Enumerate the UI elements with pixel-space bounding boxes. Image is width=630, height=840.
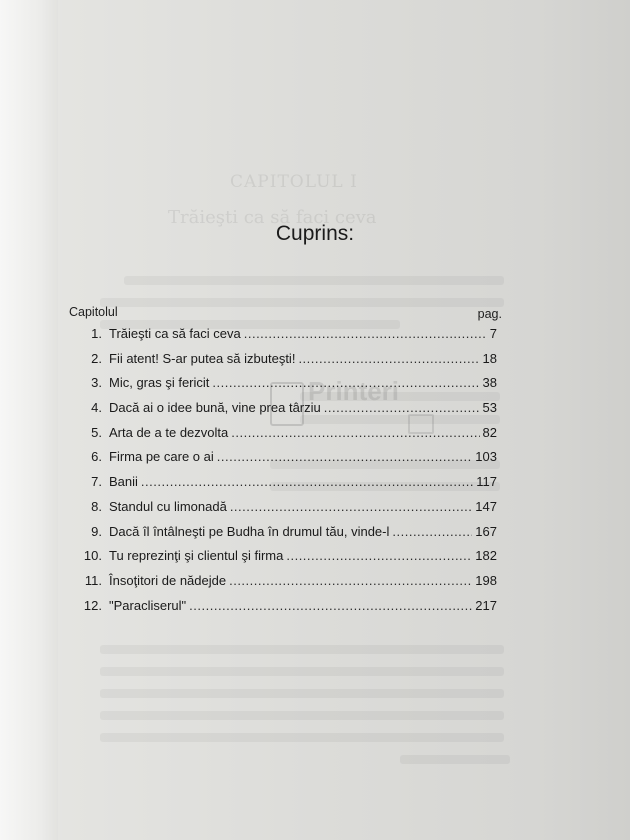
toc-title: Cuprins: — [275, 222, 355, 245]
toc-entry-page: 182 — [475, 548, 497, 564]
toc-entry-page: 217 — [475, 597, 497, 613]
toc-entry-number: 9. — [91, 523, 102, 539]
toc-entry-number: 6. — [91, 449, 102, 465]
toc-entry-page: 117 — [476, 474, 497, 490]
toc-entry-number: 1. — [91, 326, 102, 341]
toc-entry-page: 82 — [482, 424, 497, 440]
toc-entry-title: Standul cu limonadă — [109, 498, 227, 514]
show-through-line — [100, 667, 504, 676]
toc-entry-title: Fii atent! S-ar putea să izbuteşti! — [109, 350, 296, 366]
toc-entry-number: 2. — [91, 350, 102, 366]
toc-entry — [69, 425, 497, 450]
toc-entry — [69, 499, 497, 524]
toc-leader-dots — [212, 375, 479, 390]
toc-entry-title: Trăieşti ca să faci ceva — [109, 326, 241, 341]
toc-leader-dots — [189, 598, 472, 613]
show-through-chapter-label: CAPITOLUL I — [230, 172, 358, 192]
toc-entry-page: 38 — [482, 375, 497, 391]
toc-list — [69, 326, 497, 622]
toc-entry-number: 5. — [91, 424, 102, 440]
toc-entry-number: 10. — [83, 548, 102, 564]
toc-entry — [69, 524, 497, 549]
toc-entry-page: 53 — [482, 400, 497, 416]
show-through-line — [100, 733, 504, 742]
toc-leader-dots — [217, 449, 473, 464]
toc-leader-dots — [231, 425, 479, 440]
toc-entry-number: 12. — [83, 597, 102, 613]
watermark-text: Printeri — [308, 376, 400, 406]
toc-entry-page: 103 — [475, 449, 497, 465]
show-through-line — [400, 755, 510, 764]
toc-entry-title: Arta de a te dezvolta — [109, 424, 229, 440]
toc-leader-dots — [286, 548, 472, 563]
show-through-line — [100, 711, 504, 720]
toc-entry-title: Dacă ai o idee bună, vine prea târziu — [109, 400, 321, 416]
page-column-header: pag. — [477, 307, 502, 321]
show-through-line — [100, 298, 504, 307]
toc-entry-title: Tu reprezinţi şi clientul şi firma — [109, 548, 284, 564]
toc-leader-dots — [324, 400, 480, 415]
toc-entry-number: 7. — [91, 474, 102, 490]
toc-entry-page: 198 — [475, 572, 497, 588]
toc-entry-page: 167 — [475, 523, 497, 539]
page-margin-shade — [0, 0, 58, 840]
toc-leader-dots — [230, 499, 472, 514]
toc-entry — [69, 400, 497, 425]
toc-entry-title: Mic, gras şi fericit — [109, 375, 210, 391]
toc-entry — [69, 326, 497, 351]
toc-entry-number: 11. — [84, 572, 102, 588]
toc-entry-page: 7 — [489, 326, 497, 341]
toc-leader-dots — [141, 474, 473, 489]
toc-entry-page: 147 — [475, 498, 497, 514]
toc-entry-number: 4. — [91, 400, 102, 416]
toc-entry — [69, 598, 497, 623]
toc-entry-title: Însoţitori de nădejde — [109, 572, 227, 588]
toc-leader-dots — [229, 573, 472, 588]
toc-entry — [69, 375, 497, 400]
show-through-line — [100, 689, 504, 698]
toc-leader-dots — [392, 524, 472, 539]
toc-entry-title: Firma pe care o ai — [109, 449, 214, 465]
toc-entry-page: 18 — [482, 350, 497, 366]
show-through-chapter-title: Trăieşti ca să faci ceva — [168, 207, 377, 228]
toc-entry-title: Dacă îl întâlneşti pe Budha în drumul tău, vinde-l — [109, 523, 390, 539]
toc-leader-dots — [298, 351, 479, 366]
toc-leader-dots — [244, 326, 487, 341]
toc-entry — [69, 548, 497, 573]
toc-entry-title: Banii — [109, 474, 138, 490]
show-through-line — [124, 276, 504, 285]
toc-entry — [69, 573, 497, 598]
toc-entry — [69, 449, 497, 474]
toc-entry — [69, 474, 497, 499]
toc-entry-title: "Paracliserul" — [109, 597, 187, 613]
toc-entry-number: 8. — [91, 498, 102, 514]
show-through-line — [100, 645, 504, 654]
toc-entry-number: 3. — [91, 375, 102, 391]
toc-entry — [69, 351, 497, 376]
chapter-column-header: Capitolul — [69, 305, 118, 319]
